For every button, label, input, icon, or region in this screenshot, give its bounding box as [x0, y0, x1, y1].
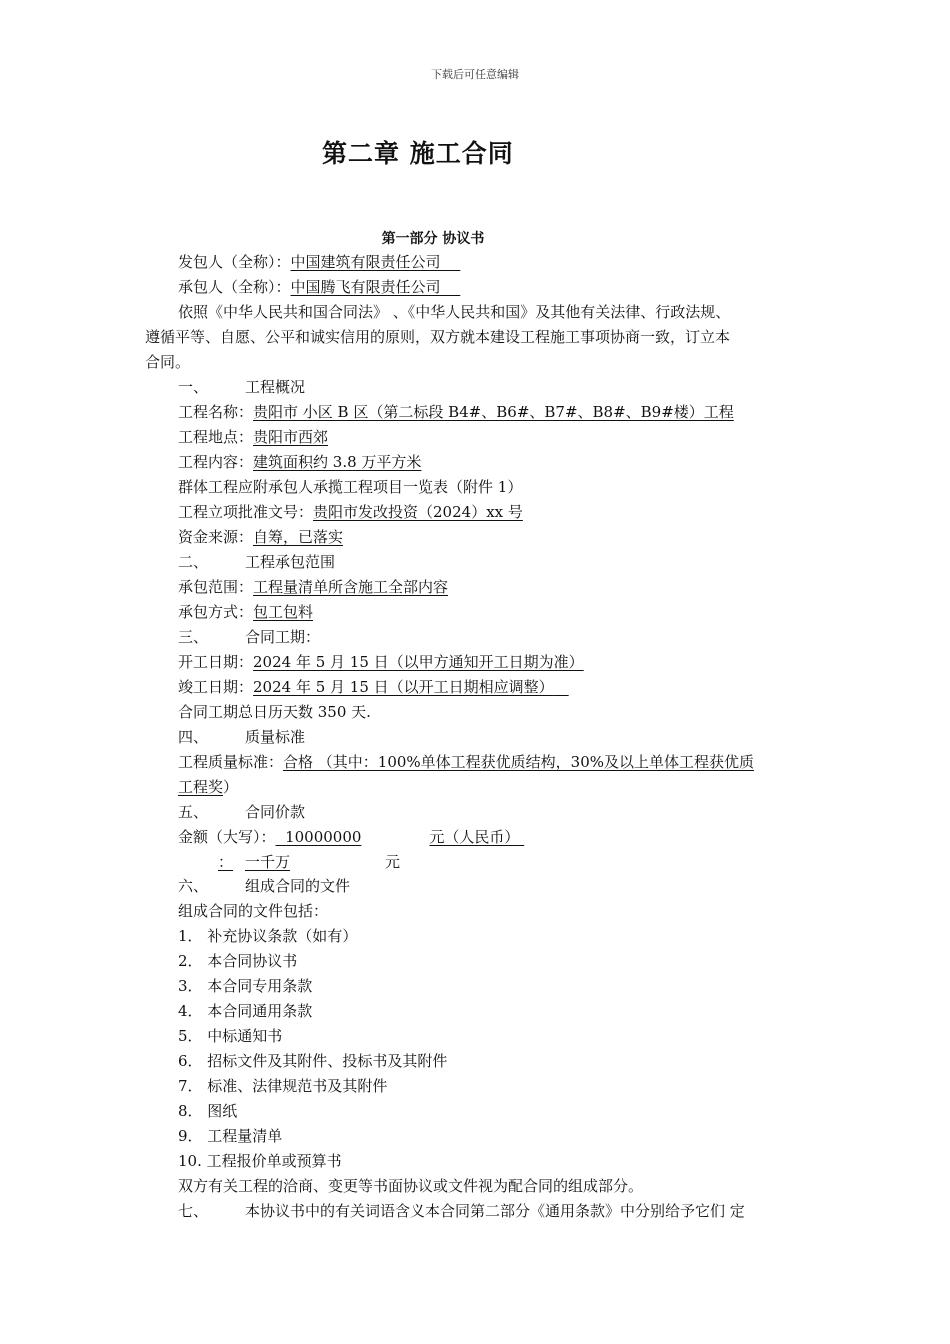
preamble-line-1: 依照《中华人民共和国合同法》 、《中华人民共和国》及其他有关法律、行政法规、	[178, 303, 731, 321]
list-item: 7． 标准、法律规范书及其附件	[178, 1077, 388, 1095]
scope-line: 承包范围：工程量清单所含施工全部内容	[178, 578, 449, 596]
start-date-line: 开工日期：2024 年 5 月 15 日（以甲方通知开工日期为准）	[178, 653, 584, 671]
approval-line: 工程立项批准文号：贵阳市发改投资（2024）xx 号	[178, 503, 523, 521]
list-item: 10. 工程报价单或预算书	[178, 1152, 342, 1170]
section-5-num: 五、	[178, 803, 209, 821]
project-name-value: 贵阳市 小区 B 区（第二标段 B4#、B6#、B7#、B8#、B9#楼）工程	[253, 403, 734, 421]
section-3-title: 合同工期：	[245, 628, 321, 646]
project-location-line: 工程地点：贵阳市西郊	[178, 428, 329, 446]
employer-line	[178, 252, 460, 272]
quality-line-2: 工程奖）	[178, 778, 239, 796]
quality-value: 合格 （其中：100%单体工程获优质结构，30%及以上单体工程获优质	[283, 753, 755, 771]
header-note: 下载后可任意编辑	[431, 68, 519, 81]
list-item: 3． 本合同专用条款	[178, 977, 313, 995]
duration-line: 合同工期总日历天数 350 天.	[178, 703, 371, 721]
project-name-line: 工程名称：贵阳市 小区 B 区（第二标段 B4#、B6#、B7#、B8#、B9#楼）工程	[178, 403, 734, 421]
amount-line-2: ： 一千万 元	[218, 853, 401, 871]
approval-value: 贵阳市发改投资（2024）xx 号	[313, 503, 523, 521]
list-item: 8． 图纸	[178, 1102, 238, 1120]
finish-date-line: 竣工日期：2024 年 5 月 15 日（以开工日期相应调整）	[178, 677, 569, 697]
section-7-num: 七、	[178, 1202, 209, 1220]
part-title: 第一部分 协议书	[381, 231, 485, 247]
section-6-num: 六、	[178, 877, 209, 895]
contractor-label: 承包人（全称）：	[178, 278, 291, 296]
preamble-line-2: 遵循平等、自愿、公平和诚实信用的原则，双方就本建设工程施工事项协商一致，订立本	[145, 328, 731, 346]
list-item: 9． 工程量清单	[178, 1127, 283, 1145]
project-location-value: 贵阳市西郊	[253, 428, 329, 446]
preamble-line-3: 合同。	[145, 353, 191, 371]
contractor-line	[178, 277, 460, 297]
section-3-num: 三、	[178, 628, 209, 646]
amount-line: 金额（大写）： 10000000 元（人民币）	[178, 827, 524, 847]
group-note: 群体工程应附承包人承揽工程项目一览表（附件 1）	[178, 478, 523, 496]
quality-line: 工程质量标准：合格 （其中：100%单体工程获优质结构，30%及以上单体工程获优质	[178, 753, 755, 771]
section-4-num: 四、	[178, 728, 209, 746]
quality-value-cont: 工程奖	[178, 778, 224, 796]
list-item: 2． 本合同协议书	[178, 952, 298, 970]
list-item: 1． 补充协议条款（如有）	[178, 927, 358, 945]
docs-intro: 组成合同的文件包括：	[178, 902, 329, 920]
section-1-title: 工程概况	[245, 378, 306, 396]
funding-value: 自筹，已落实	[253, 528, 344, 546]
section-6-title: 组成合同的文件	[245, 877, 351, 895]
scope-value: 工程量清单所含施工全部内容	[253, 578, 449, 596]
chapter-title: 第二章 施工合同	[322, 139, 514, 168]
employer-label: 发包人（全称）：	[178, 253, 291, 271]
finish-date-value: 2024 年 5 月 15 日（以开工日期相应调整）	[253, 678, 554, 696]
section-7-title: 本协议书中的有关词语含义本合同第二部分《通用条款》中分别给予它们 定	[245, 1202, 745, 1220]
employer-value: 中国建筑有限责任公司	[290, 253, 441, 271]
list-item: 4． 本合同通用条款	[178, 1002, 313, 1020]
method-value: 包工包料	[253, 603, 314, 621]
amount-value: 10000000 元（人民币）	[285, 828, 520, 846]
section-4-title: 质量标准	[245, 728, 306, 746]
section-1-num: 一、	[178, 378, 209, 396]
project-content-line: 工程内容：建筑面积约 3.8 万平方米	[178, 453, 422, 471]
section-2-num: 二、	[178, 553, 209, 571]
list-item: 6． 招标文件及其附件、投标书及其附件	[178, 1052, 448, 1070]
amount-value-words: ： 一千万	[218, 853, 291, 871]
funding-line: 资金来源：自筹，已落实	[178, 528, 344, 546]
project-content-value: 建筑面积约 3.8 万平方米	[253, 453, 422, 471]
contractor-value: 中国腾飞有限责任公司	[290, 278, 441, 296]
list-item: 5． 中标通知书	[178, 1027, 283, 1045]
start-date-value: 2024 年 5 月 15 日（以甲方通知开工日期为准）	[253, 653, 584, 671]
method-line: 承包方式：包工包料	[178, 603, 314, 621]
section-5-title: 合同价款	[245, 803, 306, 821]
section-2-title: 工程承包范围	[245, 553, 336, 571]
docs-note: 双方有关工程的洽商、变更等书面协议或文件视为配合同的组成部分。	[178, 1177, 644, 1195]
